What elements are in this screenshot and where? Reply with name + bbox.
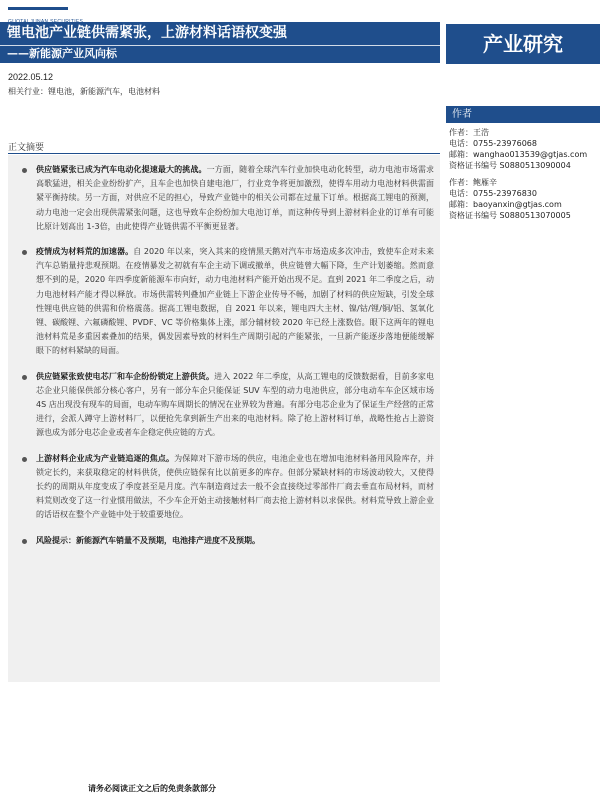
related-industries — [8, 86, 160, 97]
report-title: 锂电池产业链供需紧张，上游材料话语权变强 — [0, 22, 440, 45]
bullet-dot-icon — [22, 539, 27, 544]
industry-label: 相关行业： — [8, 87, 48, 96]
bullet-dot-icon — [22, 168, 27, 173]
summary-label: 正文摘要 — [8, 143, 45, 153]
title-divider — [0, 45, 440, 46]
author-name: 作者：鲍雁辛 — [449, 178, 497, 187]
disclaimer-notice: 请务必阅读正文之后的免责条款部分 — [88, 784, 216, 793]
summary-box — [8, 155, 440, 682]
summary-divider — [8, 153, 440, 154]
bullet-lead: 疫情成为材料荒的加速器。 — [36, 247, 134, 257]
risk-warning: 风险提示：新能源汽车销量不及预期，电池排产进度不及预期。 — [36, 535, 260, 545]
author-name: 作者：王浩 — [449, 128, 489, 137]
industry-values: 锂电池，新能源汽车，电池材料 — [48, 87, 160, 96]
bullet-dot-icon — [22, 457, 27, 462]
bullet-dot-icon — [22, 375, 27, 380]
summary-bullet — [14, 452, 434, 523]
summary-bullet — [14, 534, 434, 548]
report-date: 2022.05.12 — [8, 72, 54, 82]
bullet-text: 一方面，随着全球汽车行业加快电动化转型，动力电池市场需求高歌猛进，相关企业纷纷扩产，且车企也加快自建电池厂，行业竞争将更加激烈，使得车用动力电池材料供需面紧平衡持续。另一方面，对供应不足的担心，导致产业链中的相关公司都在过量下订单。根据高工锂电的预测，动力电池一定会出现供需紧张问题，这也导致车企纷纷加大电池订单，而这种传导到上游材料企业的订单有可能比原计划高出 1-3倍，由此使得产业链供需不平衡更显著。 — [36, 165, 434, 231]
authors-heading: 作者 — [446, 106, 600, 123]
author-phone: 电话：0755-23976068 — [449, 139, 537, 148]
report-type-badge: 产业研究 — [446, 24, 600, 64]
summary-bullet — [14, 163, 434, 234]
bullet-lead: 供应链紧张已成为汽车电动化提速最大的挑战。 — [36, 165, 207, 174]
summary-bullet — [14, 370, 434, 441]
bullet-text: 为保障对下游市场的供应，电池企业也在增加电池材料备用风险库存，并锁定长约，来获取稳定的材料供货，使供应链保有比以前更多的库存。但部分紧缺材料的市场波动较大，又使得长约的周期从年度变成了季度甚至是月度。汽车制造商过去一般不会直接绕过零部件厂商去垂直布局材料，而材料荒则改变了这一行业惯用做法，不少车企开始主动接触材料厂商去抢上游材料以求保供。材料荒导致上游企业的话语权在整个产业链中处于较重要地位。 — [36, 453, 434, 520]
bullet-text: 自 2020 年以来，突入其来的疫情黑天鹅对汽车市场造成多次冲击，致使车企对未来汽车总销量持悲观预期。在疫情暴发之初就有车企主动下调或撤单，供应链曾大幅下降，生产计划萎缩。然而意想不到的是，2020 年四季度新能源车市向好，动力电池材料产能开始出现不足。直到 2021 年二季度之后，动力电池材料产能才得以释放。市场供需转判叠加产业链上下游企业传导不畅，加剧了材料的供应短缺，引发全球性锂电供应链的供需和价格震荡。据高工锂电数据，自 2021 年以来，锂电四大主材、镍/钴/锂/铜/铝、氢氧化锂、碳酸锂、六氟磷酸锂、PVDF、VC 等价格集体上涨，部分辅材较 2020 年已经上涨数倍。眼下这两年的锂电池材料荒是多重因素叠加的结果，偶发因素导致的材料生产周期引起的产能紧张，一旦新产能逐步落地便能缓解眼下的材料紧缺的局面。 — [36, 247, 434, 356]
authors-panel — [449, 127, 599, 221]
author-cert: 资格证书编号 S0880513090004 — [449, 161, 571, 170]
bullet-lead: 上游材料企业成为产业链追逐的焦点。 — [36, 453, 175, 463]
logo-mark-icon — [8, 7, 68, 15]
bullet-text: 进入 2022 年二季度，从高工锂电的反馈数据看，目前多家电芯企业只能保供部分核心客户，另有一部分车企只能保证 SUV 车型的动力电池供应，部分电动车车企区域市场 4S 店出现没有现车的局面，电动车购车周期长的情况在业界较为普遍。有部分电芯企业为了保证生产经营的正常进行，会派人蹲守上游材料厂，以便抢先拿到新生产出来的电池材料。除了抢上游材料订单，战略性抢占上游资源也成为部分电芯企业或者车企稳定供应链的方式。 — [36, 371, 435, 438]
report-subtitle: ——新能源产业风向标 — [0, 45, 440, 63]
author-email[interactable]: 邮箱：wanghao013539@gtjas.com — [449, 150, 588, 159]
author-cert: 资格证书编号 S0880513070005 — [449, 211, 571, 220]
bullet-lead: 供应链紧张致使电芯厂和车企纷纷锁定上游供货。 — [36, 371, 215, 381]
author-email[interactable]: 邮箱：baoyanxin@gtjas.com — [449, 200, 562, 209]
summary-bullet — [14, 245, 434, 359]
author-phone: 电话：0755-23976830 — [449, 189, 537, 198]
bullet-dot-icon — [22, 250, 27, 255]
